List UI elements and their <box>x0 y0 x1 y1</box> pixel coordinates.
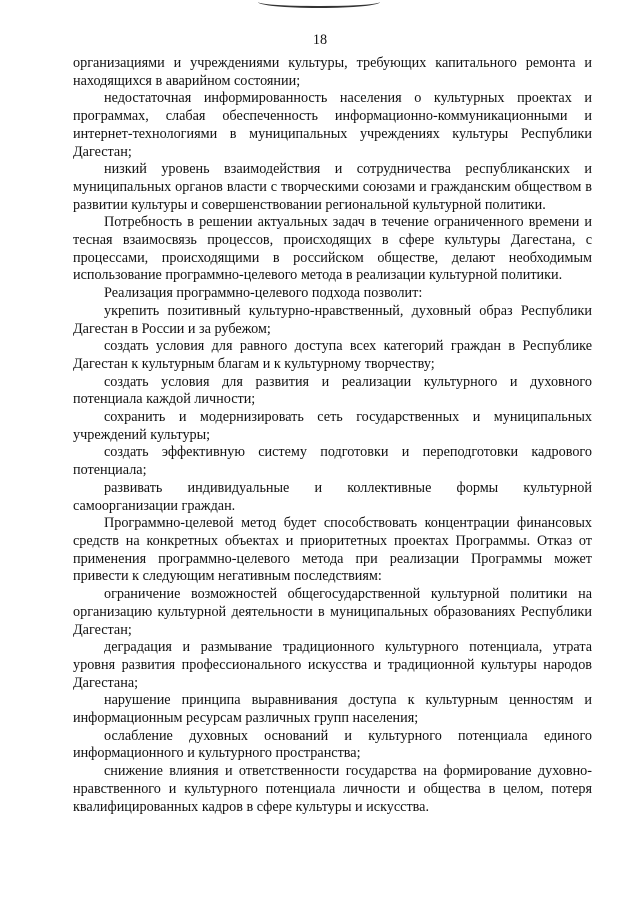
paragraph: ослабление духовных оснований и культурного потенциала единого информационного и культурного пространства; <box>73 727 592 762</box>
paragraph: ограничение возможностей общегосударственной культурной политики на организацию культурной деятельности в муниципальных образованиях Республики Дагестан; <box>73 586 592 638</box>
paragraph: укрепить позитивный культурно-нравственный, духовный образ Республики Дагестан в России и за рубежом; <box>73 302 592 337</box>
document-body <box>73 55 592 816</box>
scan-edge-mark <box>258 2 380 8</box>
paragraph: организациями и учреждениями культуры, требующих капитального ремонта и находящихся в аварийном состоянии; <box>73 55 592 89</box>
page-number: 18 <box>312 32 328 48</box>
paragraph: снижение влияния и ответственности государства на формирование духовно-нравственного и культурного потенциала личности и общества в целом, потеря квалифицированных кадров в сфере культуры и искусства. <box>73 763 592 815</box>
paragraph: создать эффективную систему подготовки и переподготовки кадрового потенциала; <box>73 444 592 479</box>
paragraph: развивать индивидуальные и коллективные формы культурной самоорганизации граждан. <box>73 479 592 514</box>
paragraph: Реализация программно-целевого подхода позволит: <box>104 285 423 302</box>
paragraph: нарушение принципа выравнивания доступа к культурным ценностям и информационным ресурсам различных групп населения; <box>73 692 592 727</box>
paragraph: недостаточная информированность населения о культурных проектах и программах, слабая обеспеченность информационно-коммуникационными и интернет-технологиями в муниципальных учреждениях культуры Республики Дагестан; <box>73 90 592 160</box>
paragraph: низкий уровень взаимодействия и сотрудничества республиканских и муниципальных органов власти с творческими союзами и гражданским обществом в развитии культуры и совершенствовании региональной культурной политики. <box>73 161 592 213</box>
paragraph: Потребность в решении актуальных задач в течение ограниченного времени и тесная взаимосвязь процессов, происходящих в сфере культуры Дагестана, с процессами, происходящими в российском обществе, делают необходимым использование программно-целевого метода в реализации культурной политики. <box>73 214 592 284</box>
paragraph: создать условия для развития и реализации культурного и духовного потенциала каждой личности; <box>73 373 592 408</box>
paragraph: сохранить и модернизировать сеть государственных и муниципальных учреждений культуры; <box>73 409 592 443</box>
paragraph: создать условия для равного доступа всех категорий граждан в Республике Дагестан к культурным благам и к культурному творчеству; <box>73 338 592 372</box>
paragraph: Программно-целевой метод будет способствовать концентрации финансовых средств на конкретных объектах и приоритетных проектах Программы. Отказ от применения программно-целевого метода при реализации Программы может привести к следующим негативным последствиям: <box>73 515 592 585</box>
paragraph: деградация и размывание традиционного культурного потенциала, утрата уровня развития профессионального искусства и традиционной культуры народов Дагестана; <box>73 639 592 691</box>
